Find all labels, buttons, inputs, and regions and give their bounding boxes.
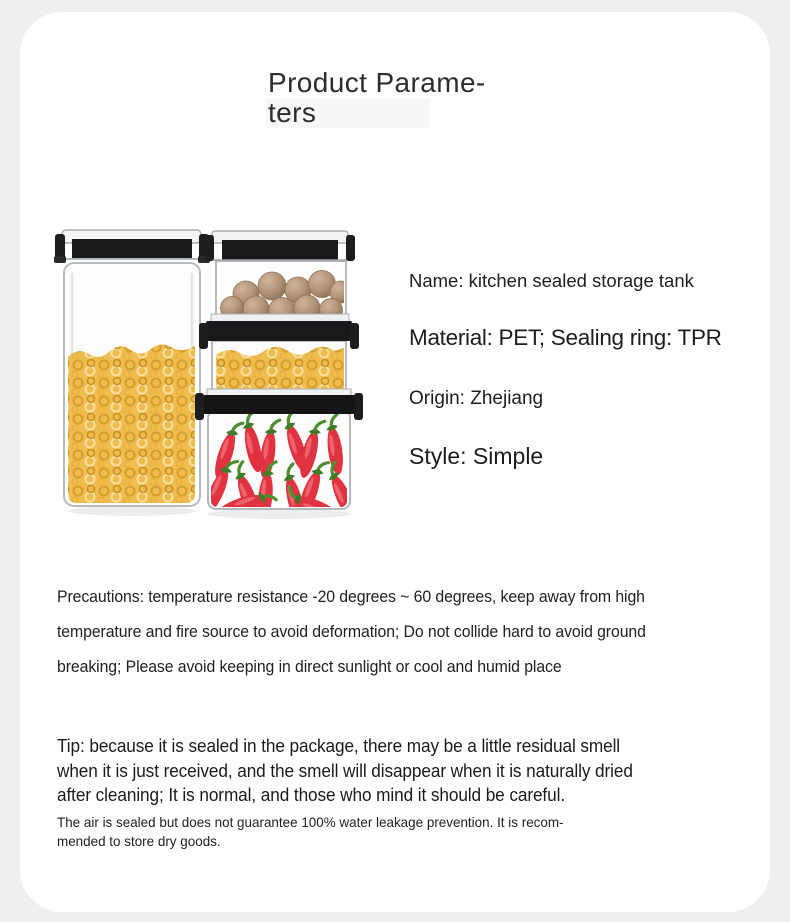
nuts-jar	[205, 231, 355, 325]
spec-origin: Origin: Zhejiang	[409, 388, 544, 409]
spec-style: Style: Simple	[409, 443, 544, 469]
tall-pasta-jar	[54, 230, 210, 506]
page-title	[268, 68, 486, 128]
spec-material: Material: PET; Sealing ring: TPR	[409, 325, 722, 350]
tip-line-1: Tip: because it is sealed in the package, there may be a little residual smell	[57, 735, 621, 756]
tip-line-3: after cleaning; It is normal, and those who mind it should be careful.	[57, 784, 566, 805]
footnote-line-2: mended to store dry goods.	[57, 832, 221, 849]
precautions-line-1: Precautions: temperature resistance -20 degrees ~ 60 degrees, keep away from high	[57, 588, 645, 606]
precautions-paragraph	[57, 580, 646, 685]
small-pasta-jar	[199, 314, 359, 391]
product-card	[20, 12, 770, 912]
tip-line-2: when it is just received, and the smell will disappear when it is naturally dried	[57, 759, 633, 781]
product-photo	[45, 215, 375, 520]
tip-paragraph	[57, 734, 633, 808]
precautions-line-2: temperature and fire source to avoid deformation; Do not collide hard to avoid ground	[57, 623, 646, 641]
chili-jar	[195, 389, 363, 520]
footnote	[57, 813, 564, 850]
spec-name: Name: kitchen sealed storage tank	[409, 270, 694, 291]
footnote-line-1: The air is sealed but does not guarantee 100% water leakage prevention. It is recom-	[57, 814, 564, 830]
page-title-line-2: ters	[268, 97, 317, 128]
precautions-line-3: breaking; Please avoid keeping in direct sunlight or cool and humid place	[57, 658, 562, 676]
page-title-line-1: Product Parame-	[268, 67, 486, 98]
